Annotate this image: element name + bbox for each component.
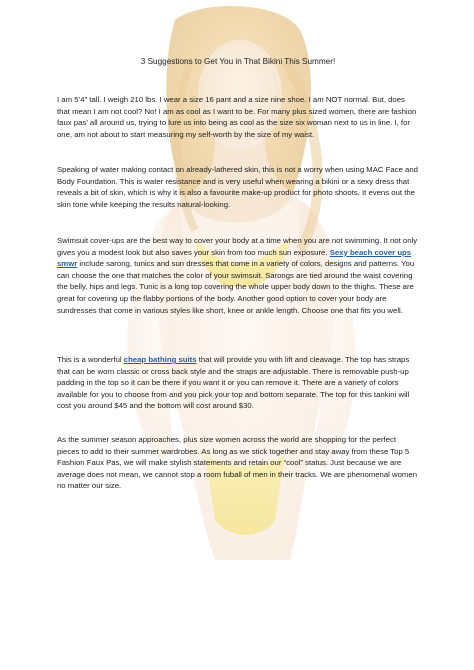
paragraph-4	[57, 354, 419, 412]
paragraph-5: As the summer season approaches, plus size women across the world are shopping for the perfect pieces to add to their summer wardrobes. As long as we stick together and stay away from these Top 5 Fashion Faux Pas, we will make stylish statements and retain our “cool” status. Just because we are average does not mean, we cannot stop a room fuball of men in their tracks. We are phenomenal women no matter our size.	[57, 435, 418, 491]
paragraph-4-text-after: that will provide you with lift and cleavage. The top has straps that can be worn classic or cross back style and the straps are adjustable. There is removable push-up padding in the top so it can be there if you want it or you can remove it. There are a variety of colors available for you to choose from and you pick your top and bottom separate. The top for this tankini will cost you around $45 and the bottom will cost around $30.	[57, 355, 410, 411]
page-title: 3 Suggestions to Get You in That Bikini This Summer!	[140, 57, 336, 66]
cheap-bathing-suits-link[interactable]: cheap bathing suits	[123, 355, 197, 364]
paragraph-2: Speaking of water making contact on already-lathered skin, this is not a worry when using MAC Face and Body Foundation. This is water resistance and is very useful when wearing a bikini or a sexy dress that reveals a bit of skin, which is why it is also a favourite make-up product for photo shoots. It evens out the skin tone while keeping the results natural-looking.	[57, 165, 418, 209]
paragraph-3-text-before: Swimsuit cover-ups are the best way to cover your body at a time when you are not swimming. It not only gives you a modest look but also saves your skin from too much sun exposure.	[57, 236, 418, 257]
paragraph-3	[57, 235, 419, 316]
paragraph-1: I am 5’4” tall. I weigh 210 lbs. I wear a size 16 pant and a size nine shoe. I am NOT normal. But, does that mean I am not cool? No! I am as cool as I want to be. For many plus sized women, there are fashion faux pas’ all around us, trying to lure us into being as cool as the size six woman next to us in line. I, for one, am not about to start measuring my self-worth by the size of my waist.	[57, 95, 417, 139]
paragraph-3-text-after: include sarong, tunics and sun dresses that come in a variety of colors, designs and patterns. You can choose the one that matches the color of your swimsuit. Sarongs are tied around the waist covering the belly, hips and legs. Tunic is a long top covering the whole upper body down to the thighs. These are great for covering up the flabby portions of the body. Another good option to cover your body are sundresses that come in various styles like short, knee or ankle length. Choose one that fits you well.	[57, 259, 415, 315]
sexy-beach-cover-ups-link[interactable]: Sexy beach cover ups smwr	[57, 247, 412, 269]
paragraph-4-text-before: This is a wonderful	[57, 355, 124, 364]
